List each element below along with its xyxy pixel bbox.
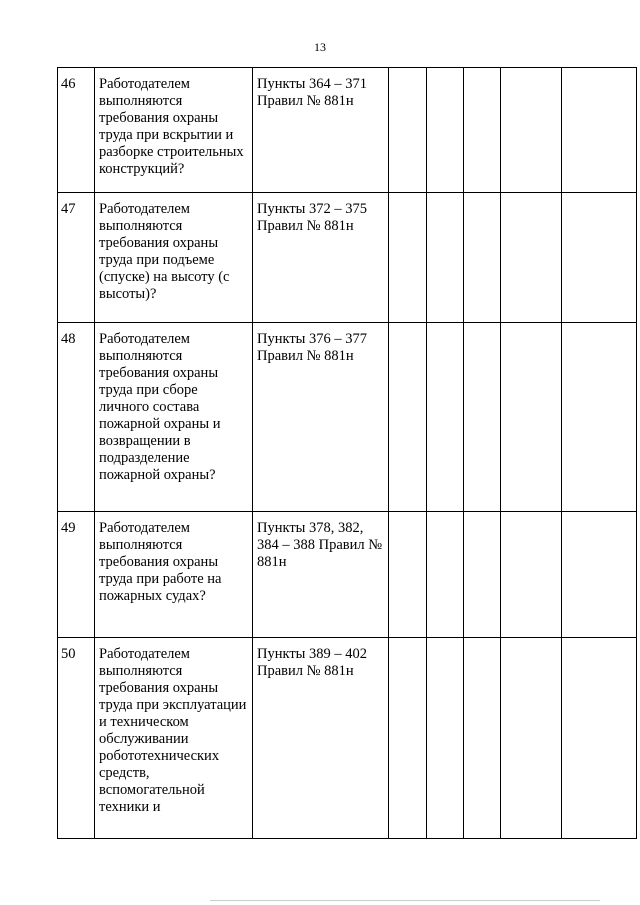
answer-yes-cell[interactable] [389, 323, 427, 512]
answer-no-cell[interactable] [427, 193, 464, 323]
notes-cell[interactable] [562, 68, 637, 193]
answer-no-cell[interactable] [427, 323, 464, 512]
table-row [58, 193, 637, 323]
answer-no-cell[interactable] [427, 512, 464, 638]
answer-na-cell[interactable] [464, 638, 501, 839]
row-number: 48 [58, 323, 95, 512]
answer-na-cell[interactable] [464, 193, 501, 323]
answer-yes-cell[interactable] [389, 638, 427, 839]
row-number: 46 [58, 68, 95, 193]
answer-extra-cell[interactable] [501, 193, 562, 323]
table-row [58, 68, 637, 193]
answer-yes-cell[interactable] [389, 512, 427, 638]
question-text: Работодателем выполняются требования охраны труда при работе на пожарных судах? [95, 512, 253, 638]
answer-na-cell[interactable] [464, 512, 501, 638]
question-text: Работодателем выполняются требования охраны труда при вскрытии и разборке строительных конструкций? [95, 68, 253, 193]
answer-na-cell[interactable] [464, 68, 501, 193]
answer-extra-cell[interactable] [501, 512, 562, 638]
row-number: 47 [58, 193, 95, 323]
answer-yes-cell[interactable] [389, 193, 427, 323]
table-row [58, 323, 637, 512]
notes-cell[interactable] [562, 323, 637, 512]
question-text: Работодателем выполняются требования охраны труда при сборе личного состава пожарной охраны и возвращении в подразделение пожарной охраны? [95, 323, 253, 512]
answer-na-cell[interactable] [464, 323, 501, 512]
answer-extra-cell[interactable] [501, 323, 562, 512]
answer-no-cell[interactable] [427, 68, 464, 193]
question-text: Работодателем выполняются требования охраны труда при эксплуатации и техническом обслуживании робототехнических средств, вспомогательной техники и [95, 638, 253, 839]
answer-extra-cell[interactable] [501, 638, 562, 839]
answer-extra-cell[interactable] [501, 68, 562, 193]
notes-cell[interactable] [562, 638, 637, 839]
reference-text: Пункты 364 – 371 Правил № 881н [253, 68, 389, 193]
checklist-table [57, 67, 637, 839]
table-row [58, 512, 637, 638]
reference-text: Пункты 372 – 375 Правил № 881н [253, 193, 389, 323]
page-number: 13 [314, 40, 326, 54]
scan-edge-line [210, 900, 600, 901]
table-row [58, 638, 637, 839]
reference-text: Пункты 376 – 377 Правил № 881н [253, 323, 389, 512]
answer-yes-cell[interactable] [389, 68, 427, 193]
answer-no-cell[interactable] [427, 638, 464, 839]
notes-cell[interactable] [562, 512, 637, 638]
reference-text: Пункты 389 – 402 Правил № 881н [253, 638, 389, 839]
row-number: 49 [58, 512, 95, 638]
reference-text: Пункты 378, 382, 384 – 388 Правил № 881н [253, 512, 389, 638]
question-text: Работодателем выполняются требования охраны труда при подъеме (спуске) на высоту (с высоты)? [95, 193, 253, 323]
row-number: 50 [58, 638, 95, 839]
notes-cell[interactable] [562, 193, 637, 323]
